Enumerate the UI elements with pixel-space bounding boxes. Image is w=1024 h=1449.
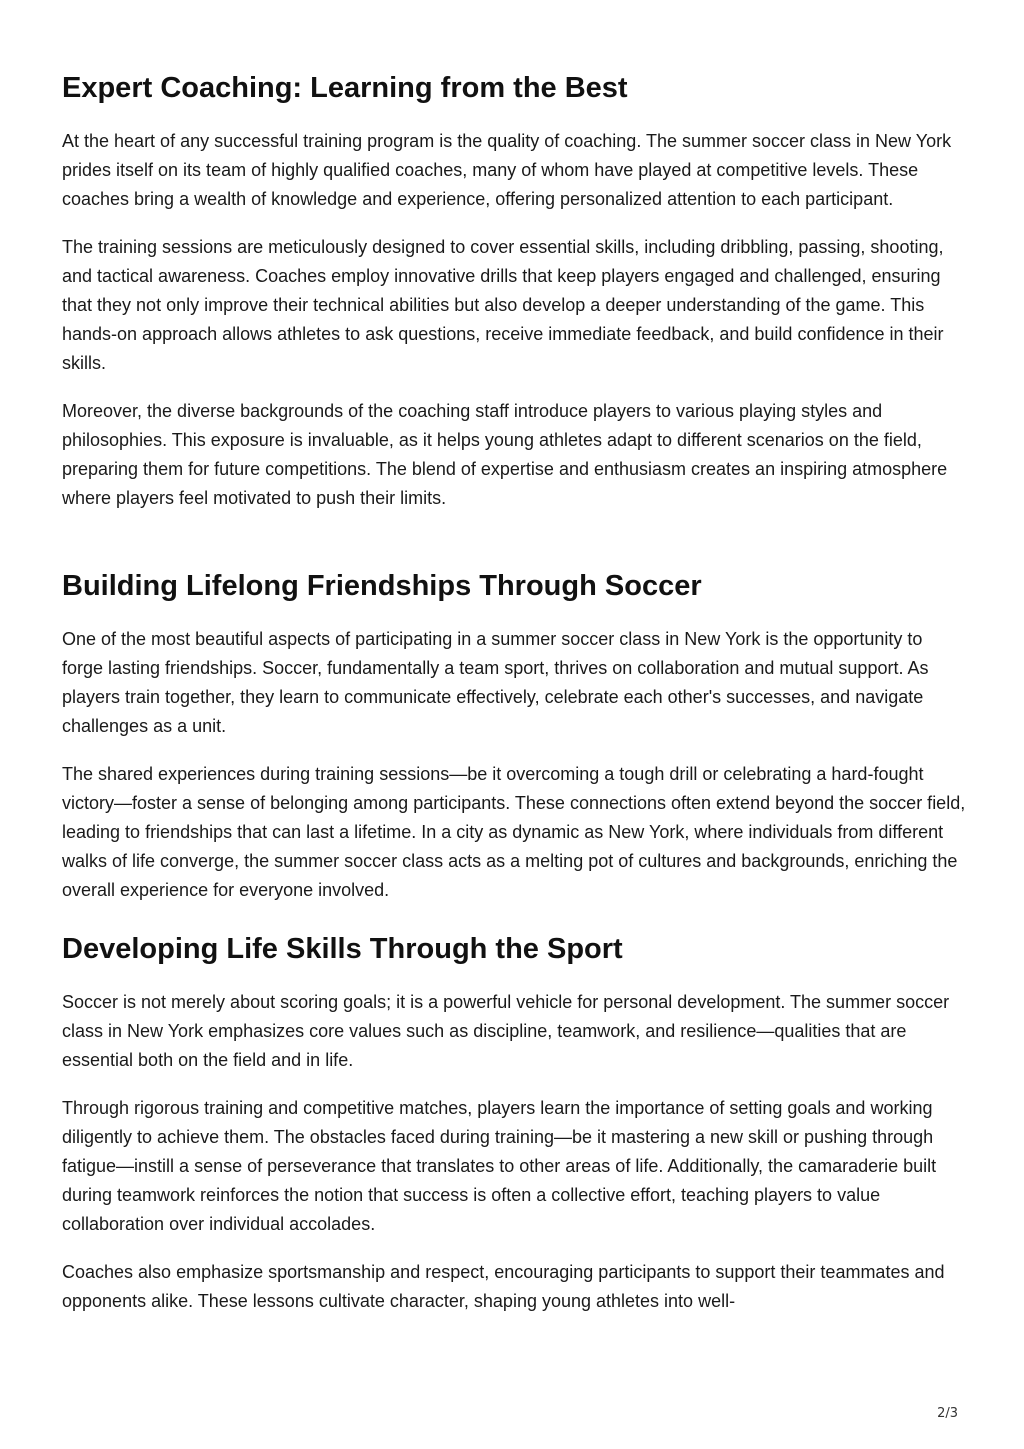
paragraph: One of the most beautiful aspects of participating in a summer soccer class in New York is the opportunity to forge lasting friendships. Soccer, fundamentally a team sport, thrives on collaboration and mutual support. As players train together, they learn to communicate effectively, celebrate each other's successes, and navigate challenges as a unit. [62, 629, 929, 736]
paragraph: Through rigorous training and competitive matches, players learn the importance of setting goals and working diligently to achieve them. The obstacles faced during training—be it mastering a new skill or pushing through fatigue—instill a sense of perseverance that translates to other areas of life. Additionally, the camaraderie built during teamwork reinforces the notion that success is often a collective effort, teaching players to value collaboration over individual accolades. [62, 1098, 937, 1234]
paragraph: The training sessions are meticulously designed to cover essential skills, including dribbling, passing, shooting, and tactical awareness. Coaches employ innovative drills that keep players engaged and challenged, ensuring that they not only improve their technical abilities but also develop a deeper understanding of the game. This hands-on approach allows athletes to ask questions, receive immediate feedback, and build confidence in their skills. [62, 237, 944, 373]
paragraph: Moreover, the diverse backgrounds of the coaching staff introduce players to various playing styles and philosophies. This exposure is invaluable, as it helps young athletes adapt to different scenarios on the field, preparing them for future competitions. The blend of expertise and enthusiasm creates an inspiring atmosphere where players feel motivated to push their limits. [62, 401, 948, 508]
paragraph: Soccer is not merely about scoring goals; it is a powerful vehicle for personal development. The summer soccer class in New York emphasizes core values such as discipline, teamwork, and resilience—qualities that are essential both on the field and in life. [62, 992, 950, 1070]
section-expert-coaching [62, 71, 968, 532]
section-lifelong-friendships [62, 569, 968, 924]
section-heading: Building Lifelong Friendships Through Soccer [62, 570, 702, 602]
paragraph: Coaches also emphasize sportsmanship and respect, encouraging participants to support their teammates and opponents alike. These lessons cultivate character, shaping young athletes into well- [62, 1262, 945, 1311]
section-heading: Developing Life Skills Through the Sport [62, 933, 623, 965]
paragraph: At the heart of any successful training program is the quality of coaching. The summer soccer class in New York prides itself on its team of highly qualified coaches, many of whom have played at competitive levels. These coaches bring a wealth of knowledge and experience, offering personalized attention to each participant. [62, 131, 952, 209]
paragraph: The shared experiences during training sessions—be it overcoming a tough drill or celebrating a hard-fought victory—foster a sense of belonging among participants. These connections often extend beyond the soccer field, leading to friendships that can last a lifetime. In a city as dynamic as New York, where individuals from different walks of life converge, the summer soccer class acts as a melting pot of cultures and backgrounds, enriching the overall experience for everyone involved. [62, 764, 966, 900]
section-life-skills [62, 932, 968, 1335]
page-number: 2/3 [937, 1406, 958, 1421]
section-heading: Expert Coaching: Learning from the Best [62, 72, 628, 104]
